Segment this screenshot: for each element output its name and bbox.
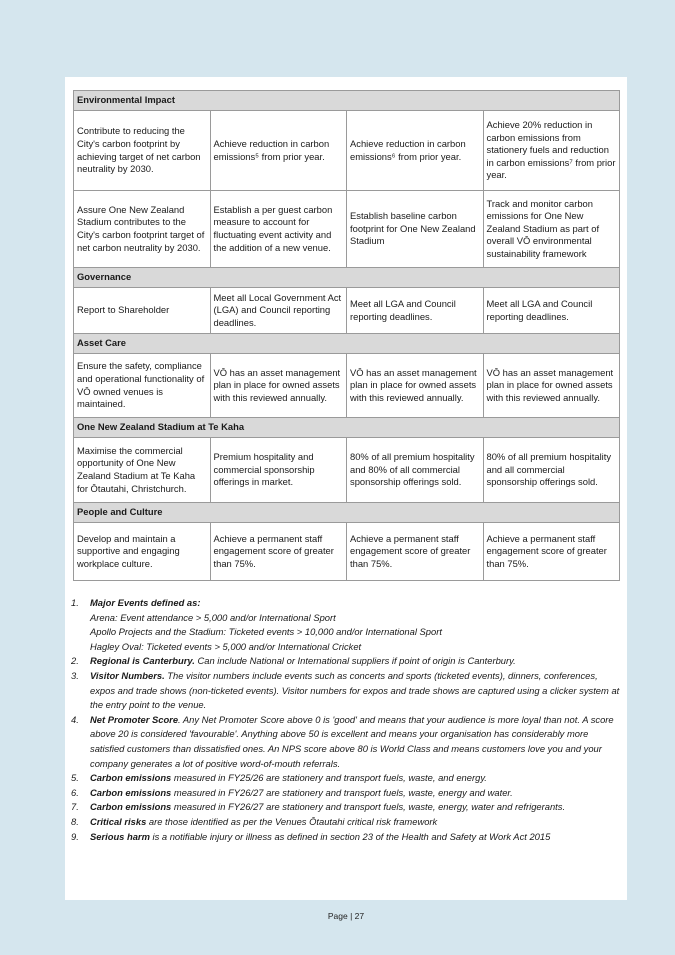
objective-cell: Develop and maintain a supportive and engaging workplace culture. — [74, 523, 211, 581]
footnote-number: 2. — [71, 655, 79, 667]
footnote-title: Major Events defined as: — [90, 597, 201, 608]
footnote-3 — [71, 669, 621, 713]
footnote-line: Hagley Oval: Ticketed events > 5,000 and/or International Cricket — [90, 640, 362, 652]
footnote-number: 8. — [71, 815, 79, 827]
footnote-number: 5. — [71, 772, 79, 784]
target-cell-year2: Establish baseline carbon footprint for One New Zealand Stadium — [347, 191, 484, 268]
target-cell-year3: VŌ has an asset management plan in place for owned assets with this reviewed annually. — [483, 354, 620, 418]
section-header-asset-care — [74, 334, 620, 354]
footnote-text: Can include National or International suppliers if point of origin is Canterbury. — [194, 655, 516, 667]
target-cell-year2: 80% of all premium hospitality and 80% of all commercial sponsorship offerings sold. — [347, 438, 484, 503]
target-cell-year3: Track and monitor carbon emissions for One New Zealand Stadium as part of overall VŌ environmental sustainability framework — [483, 191, 620, 268]
footnotes — [71, 596, 621, 844]
target-cell-year3: Achieve a permanent staff engagement score of greater than 75%. — [483, 523, 620, 581]
footnote-6 — [71, 786, 621, 801]
footnote-4 — [71, 713, 621, 771]
section-title: Governance — [74, 268, 620, 288]
section-title: People and Culture — [74, 503, 620, 523]
footnote-text: The visitor numbers include events such as concerts and sports (ticketed events), dinners, conferences, expos and trade shows (non-ticketed events). Visitor numbers for expos and trade shows are captured using a clicker system at the entry point to the venue. — [90, 669, 620, 711]
footnote-9 — [71, 830, 621, 845]
table-row — [74, 288, 620, 334]
footnote-text: is a notifiable injury or illness as defined in section 23 of the Health and Safety at Work Act 2015 — [149, 830, 551, 842]
target-cell-year2: Achieve reduction in carbon emissions⁶ from prior year. — [347, 111, 484, 191]
target-cell-year1: Meet all Local Government Act (LGA) and Council reporting deadlines. — [210, 288, 347, 334]
footnote-text: measured in FY26/27 are stationery and transport fuels, waste, energy and water. — [171, 786, 513, 798]
footnote-number: 9. — [71, 830, 79, 842]
objective-cell: Maximise the commercial opportunity of One New Zealand Stadium at Te Kaha for Ōtautahi, Christchurch. — [74, 438, 211, 503]
target-cell-year2: Achieve a permanent staff engagement score of greater than 75%. — [347, 523, 484, 581]
table-row — [74, 111, 620, 191]
footnote-2 — [71, 654, 621, 669]
table-row — [74, 191, 620, 268]
target-cell-year1: Achieve a permanent staff engagement score of greater than 75%. — [210, 523, 347, 581]
footnote-lead: Carbon emissions — [90, 786, 172, 798]
objective-cell: Contribute to reducing the City's carbon footprint by achieving target of net carbon neutrality by 2030. — [74, 111, 211, 191]
objective-cell: Report to Shareholder — [74, 288, 211, 334]
section-header-people-culture — [74, 503, 620, 523]
footnote-1 — [71, 596, 621, 654]
footnote-8 — [71, 815, 621, 830]
target-cell-year3: Achieve 20% reduction in carbon emissions from stationery fuels and reduction in carbon emissions⁷ from prior year. — [483, 111, 620, 191]
table-row — [74, 523, 620, 581]
footnote-text: measured in FY25/26 are stationery and transport fuels, waste, and energy. — [171, 772, 487, 784]
footnote-line: Apollo Projects and the Stadium: Ticketed events > 10,000 and/or International Sport — [90, 626, 442, 638]
target-cell-year3: 80% of all premium hospitality and all commercial sponsorship offerings sold. — [483, 438, 620, 503]
footnote-number: 4. — [71, 713, 79, 725]
footnote-number: 3. — [71, 669, 79, 681]
footnote-number: 6. — [71, 786, 79, 798]
section-header-stadium — [74, 418, 620, 438]
document-page — [65, 77, 627, 921]
section-header-governance — [74, 268, 620, 288]
footnote-text: are those identified as per the Venues Ōtautahi critical risk framework — [146, 815, 438, 827]
footnote-line: Arena: Event attendance > 5,000 and/or International Sport — [90, 611, 336, 623]
target-cell-year1: VŌ has an asset management plan in place for owned assets with this reviewed annually. — [210, 354, 347, 418]
footnote-lead: Visitor Numbers. — [90, 669, 165, 681]
footnote-text: measured in FY26/27 are stationery and transport fuels, waste, energy, water and refrigerants. — [171, 801, 566, 813]
table-row — [74, 438, 620, 503]
footnote-number: 7. — [71, 801, 79, 813]
footnote-lead: Carbon emissions — [90, 801, 172, 813]
target-cell-year3: Meet all LGA and Council reporting deadlines. — [483, 288, 620, 334]
section-title: Asset Care — [74, 334, 620, 354]
objective-cell: Ensure the safety, compliance and operational functionality of VŌ owned venues is maintained. — [74, 354, 211, 418]
table-row — [74, 354, 620, 418]
page-number: Page | 27 — [327, 911, 365, 921]
section-title: Environmental Impact — [74, 91, 620, 111]
footnote-lead: Carbon emissions — [90, 772, 172, 784]
target-cell-year2: VŌ has an asset management plan in place for owned assets with this reviewed annually. — [347, 354, 484, 418]
footnote-number: 1. — [71, 597, 79, 608]
objective-cell: Assure One New Zealand Stadium contributes to the City's carbon footprint target of net carbon neutrality by 2030. — [74, 191, 211, 268]
target-cell-year2: Meet all LGA and Council reporting deadlines. — [347, 288, 484, 334]
target-cell-year1: Establish a per guest carbon measure to account for fluctuating event activity and the addition of a new venue. — [210, 191, 347, 268]
section-title: One New Zealand Stadium at Te Kaha — [74, 418, 620, 438]
footnote-lead: Net Promoter Score — [90, 713, 179, 725]
target-cell-year1: Premium hospitality and commercial sponsorship offerings in market. — [210, 438, 347, 503]
footnote-7 — [71, 800, 621, 815]
footnote-lead: Serious harm — [90, 830, 150, 842]
footnote-text: . Any Net Promoter Score above 0 is 'good' and means that your audience is more loyal than not. A score above 20 is considered 'favourable'. Anything above 50 is excellent and means your organisation has considerably more satisfied customers than dissatisfied ones. An NPS score above 80 is World Class and means customers love you and your company generates a lot of positive word-of-mouth referrals. — [90, 713, 614, 769]
target-cell-year1: Achieve reduction in carbon emissions⁵ from prior year. — [210, 111, 347, 191]
footnote-lead: Critical risks — [90, 815, 147, 827]
performance-measures-table — [73, 90, 620, 581]
footnote-lead: Regional is Canterbury. — [90, 655, 195, 667]
section-header-environmental-impact — [74, 91, 620, 111]
footnote-5 — [71, 771, 621, 786]
